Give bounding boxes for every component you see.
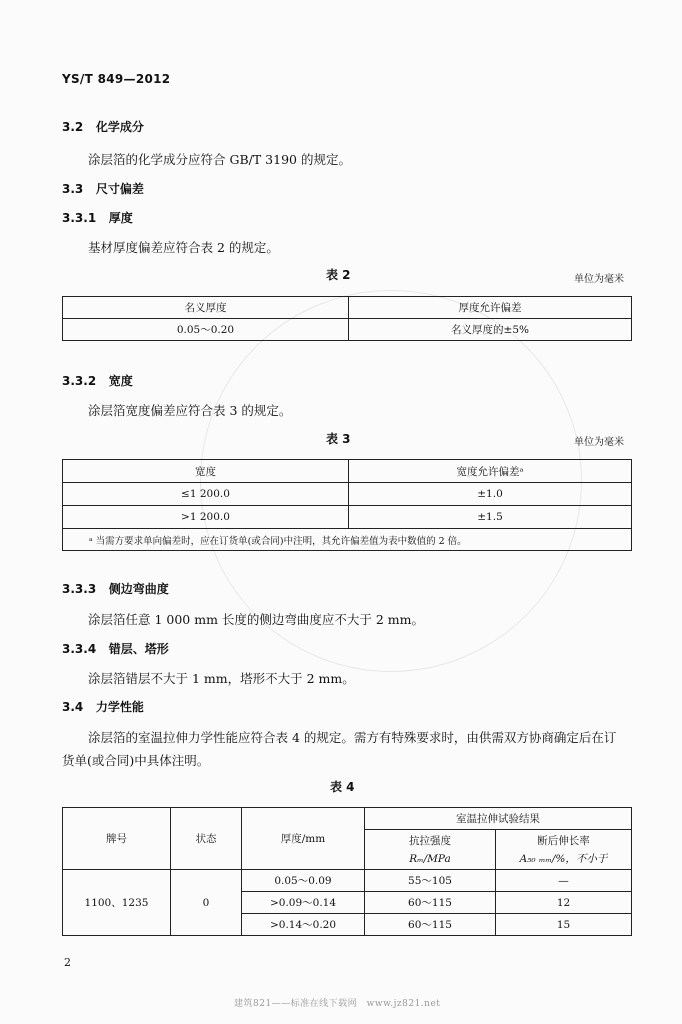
table-cell: 60～115	[365, 914, 496, 936]
table-4-caption: 表 4	[330, 780, 355, 794]
section-title: 化学成分	[95, 120, 144, 134]
table-cell: >1 200.0	[63, 506, 349, 529]
section-3-3-2-heading	[62, 372, 133, 389]
table-cell: 15	[496, 914, 632, 936]
section-number: 3.4	[62, 700, 84, 714]
section-3-4-body-line-1: 涂层箔的室温拉伸力学性能应符合表 4 的规定。需方有特殊要求时，由供需双方协商确定后在订	[88, 730, 617, 745]
tensile-unit: Rₘ/MPa	[409, 852, 451, 865]
table-cell: 名义厚度的±5%	[349, 319, 632, 341]
section-3-3-heading	[62, 180, 144, 197]
table-3-caption: 表 3	[326, 432, 351, 446]
table-row	[63, 870, 632, 892]
tensile-label: 抗拉强度	[409, 834, 451, 847]
table-header-grade: 牌号	[63, 808, 171, 870]
table-row	[63, 506, 632, 529]
section-title: 侧边弯曲度	[108, 582, 169, 596]
table-cell: 12	[496, 892, 632, 914]
section-3-3-1-heading	[62, 209, 133, 226]
section-number: 3.3.4	[62, 642, 97, 656]
section-3-3-3-body: 涂层箔任意 1 000 mm 长度的侧边弯曲度应不大于 2 mm。	[88, 612, 425, 627]
table-row	[63, 319, 632, 341]
table-header-row	[63, 297, 632, 319]
table-3	[62, 459, 632, 551]
section-3-4-heading	[62, 698, 144, 715]
table-row	[63, 483, 632, 506]
section-3-3-4-heading	[62, 640, 169, 657]
section-number: 3.3.3	[62, 582, 97, 596]
table-3-footnote: ᵃ 当需方要求单向偏差时，应在订货单(或合同)中注明，其允许偏差值为表中数值的 2 倍。	[63, 529, 632, 551]
table-header-row	[63, 460, 632, 483]
table-4	[62, 807, 632, 936]
table-cell-grade: 1100、1235	[63, 870, 171, 936]
table-cell: 0.05～0.20	[63, 319, 349, 341]
standard-number: YS/T 849—2012	[62, 72, 171, 86]
page-number: 2	[64, 956, 71, 969]
section-title: 错层、塔形	[108, 642, 169, 656]
section-3-2-body: 涂层箔的化学成分应符合 GB/T 3190 的规定。	[88, 152, 351, 167]
section-number: 3.3	[62, 182, 84, 196]
table-cell: ±1.5	[349, 506, 632, 529]
table-header-cell: 宽度	[63, 460, 349, 483]
table-header-cell: 名义厚度	[63, 297, 349, 319]
table-cell: 55～105	[365, 870, 496, 892]
table-header-group: 室温拉伸试验结果	[365, 808, 632, 830]
section-title: 宽度	[108, 374, 133, 388]
table-header-thickness: 厚度/mm	[242, 808, 365, 870]
section-title: 力学性能	[95, 700, 144, 714]
table-header-row	[63, 808, 632, 830]
section-3-3-3-heading	[62, 580, 169, 597]
elongation-unit: A₅₀ ₘₘ/%，不小于	[519, 852, 608, 865]
table-header-cell: 厚度允许偏差	[349, 297, 632, 319]
section-title: 厚度	[108, 211, 133, 225]
table-2-unit: 单位为毫米	[574, 274, 624, 285]
section-3-3-4-body: 涂层箔错层不大于 1 mm，塔形不大于 2 mm。	[88, 671, 355, 686]
section-3-3-2-body: 涂层箔宽度偏差应符合表 3 的规定。	[88, 403, 292, 418]
section-number: 3.2	[62, 120, 84, 134]
table-cell: 60～115	[365, 892, 496, 914]
section-number: 3.3.2	[62, 374, 97, 388]
footer-watermark: 建筑821——标准在线下载网 www.jz821.net	[234, 999, 441, 1009]
table-note-row	[63, 529, 632, 551]
table-3-unit: 单位为毫米	[574, 437, 624, 448]
table-cell: —	[496, 870, 632, 892]
table-2	[62, 296, 632, 341]
section-title: 尺寸偏差	[95, 182, 144, 196]
table-cell: ≤1 200.0	[63, 483, 349, 506]
table-header-elongation	[496, 830, 632, 870]
section-3-3-1-body: 基材厚度偏差应符合表 2 的规定。	[88, 240, 279, 255]
table-cell: >0.14～0.20	[242, 914, 365, 936]
section-3-2-heading	[62, 118, 144, 135]
table-cell: >0.09～0.14	[242, 892, 365, 914]
table-2-caption: 表 2	[326, 268, 351, 282]
table-cell: ±1.0	[349, 483, 632, 506]
section-number: 3.3.1	[62, 211, 97, 225]
table-cell: 0.05～0.09	[242, 870, 365, 892]
table-header-cell: 宽度允许偏差ᵃ	[349, 460, 632, 483]
table-header-tensile	[365, 830, 496, 870]
section-3-4-body-line-2: 货单(或合同)中具体注明。	[62, 753, 210, 768]
table-header-temper: 状态	[171, 808, 242, 870]
table-cell-temper: 0	[171, 870, 242, 936]
elongation-label: 断后伸长率	[537, 834, 590, 847]
